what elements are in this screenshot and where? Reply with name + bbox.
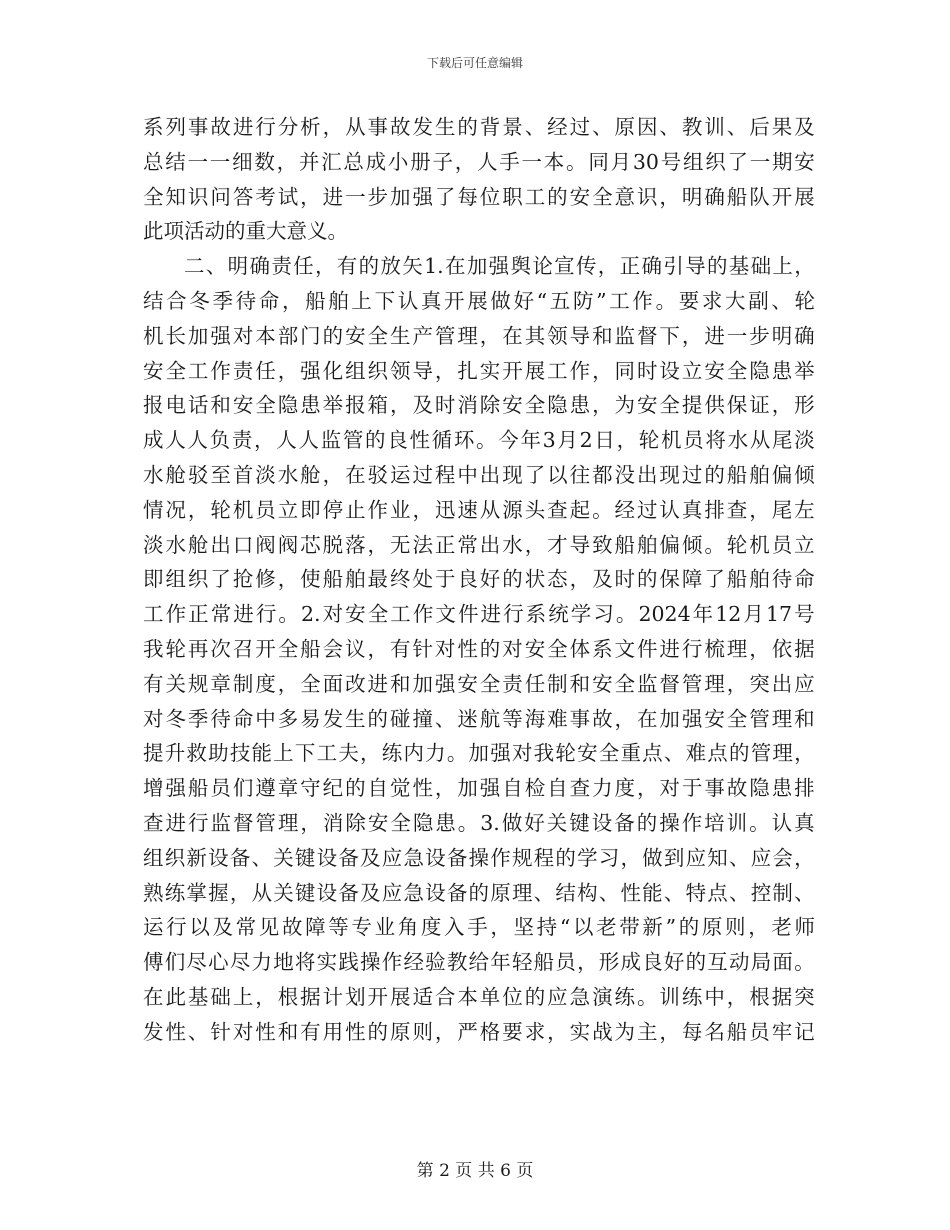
text-line: 结 合 冬 季 待 命 ， 船 舶 上 下 认 真 开 展 做 好 “ 五 防 ” 工 作 。 要 求 大 副 、 轮 [143, 288, 815, 313]
text-line: 系 列 事 故 进 行 分 析 ， 从 事 故 发 生 的 背 景 、 经 过 、 原 因 、 教 训 、 后 果 及 [143, 115, 815, 139]
text-line: 对 冬 季 待 命 中 多 易 发 生 的 碰 撞 、 迷 航 等 海 难 事 故 ， 在 加 强 安 全 管 理 和 [143, 706, 815, 731]
text-line: 傅 们 尽 心 尽 力 地 将 实 践 操 作 经 验 教 给 年 轻 船 员 ， 形 成 良 好 的 互 动 局 面 。 [143, 950, 815, 975]
text-line: 全 知 识 问 答 考 试 ， 进 一 步 加 强 了 每 位 职 工 的 安 全 意 识 ， 明 确 船 队 开 展 [143, 184, 815, 209]
page-number-footer: 第 2 页 共 6 页 [416, 1161, 534, 1181]
page-header-note: 下载后可任意编辑 [426, 56, 523, 70]
text-line: 即 组 织 了 抢 修 ， 使 船 舶 最 终 处 于 良 好 的 状 态 ， 及 时 的 保 障 了 船 舶 待 命 [143, 567, 815, 592]
text-line: 成 人 人 负 责 ， 人 人 监 管 的 良 性 循 环 。 今 年 3 月 2 日 ， 轮 机 员 将 水 从 尾 淡 [143, 428, 815, 453]
text-line: 熟 练 掌 握 ， 从 关 键 设 备 及 应 急 设 备 的 原 理 、 结 构 、 性 能 、 特 点 、 控 制 、 [143, 880, 815, 905]
text-line: 水 舱 驳 至 首 淡 水 舱 ， 在 驳 运 过 程 中 出 现 了 以 往 都 没 出 现 过 的 船 舶 偏 倾 [143, 462, 815, 487]
text-line: 此项活动的重大意义。 [143, 219, 348, 244]
text-line: 运 行 以 及 常 见 故 障 等 专 业 角 度 入 手 ， 坚 持 “ 以 老 带 新 ” 的 原 则 ， 老 师 [143, 915, 815, 940]
text-line: 在 此 基 础 上 ， 根 据 计 划 开 展 适 合 本 单 位 的 应 急 演 练 。 训 练 中 ， 根 据 突 [143, 984, 815, 1009]
text-line: 工 作 正 常 进 行 。 2. 对 安 全 工 作 文 件 进 行 系 统 学 习 。 2024 年 12 月 17 号 [143, 602, 815, 627]
text-line: 有 关 规 章 制 度 ， 全 面 改 进 和 加 强 安 全 责 任 制 和 安 全 监 督 管 理 ， 突 出 应 [143, 671, 815, 696]
paragraph [143, 110, 815, 249]
text-line: 总 结 一 一 细 数 ， 并 汇 总 成 小 册 子 ， 人 手 一 本 。 同 月 30 号 组 织 了 一 期 安 [143, 149, 815, 174]
document-body [143, 110, 815, 1050]
text-line: 我 轮 再 次 召 开 全 船 会 议 ， 有 针 对 性 的 对 安 全 体 系 文 件 进 行 梳 理 ， 依 据 [143, 636, 815, 661]
text-line: 查 进 行 监 督 管 理 ， 消 除 安 全 隐 患 。 3. 做 好 关 键 设 备 的 操 作 培 训 。 认 真 [143, 810, 815, 835]
text-line: 机 长 加 强 对 本 部 门 的 安 全 生 产 管 理 ， 在 其 领 导 和 监 督 下 ， 进 一 步 明 确 [143, 323, 815, 348]
text-line: 淡 水 舱 出 口 阀 阀 芯 脱 落 ， 无 法 正 常 出 水 ， 才 导 致 船 舶 偏 倾 。 轮 机 员 立 [143, 532, 815, 557]
text-line: 报 电 话 和 安 全 隐 患 举 报 箱 ， 及 时 消 除 安 全 隐 患 ， 为 安 全 提 供 保 证 ， 形 [143, 393, 815, 418]
text-line: 安 全 工 作 责 任 ， 强 化 组 织 领 导 ， 扎 实 开 展 工 作 ， 同 时 设 立 安 全 隐 患 举 [143, 358, 815, 383]
paragraph [143, 249, 815, 1049]
text-line: 提 升 救 助 技 能 上 下 工 夫 ， 练 内 力 。 加 强 对 我 轮 安 全 重 点 、 难 点 的 管 理 ， [143, 741, 815, 766]
text-line: 增 强 船 员 们 遵 章 守 纪 的 自 觉 性 ， 加 强 自 检 自 查 力 度 ， 对 于 事 故 隐 患 排 [143, 776, 815, 801]
text-line: 组 织 新 设 备 、 关 键 设 备 及 应 急 设 备 操 作 规 程 的 学 习 ， 做 到 应 知 、 应 会 ， [143, 845, 815, 870]
text-line: 情 况 ， 轮 机 员 立 即 停 止 作 业 ， 迅 速 从 源 头 查 起 。 经 过 认 真 排 查 ， 尾 左 [143, 497, 815, 522]
text-line: 发 性 、 针 对 性 和 有 用 性 的 原 则 ， 严 格 要 求 ， 实 战 为 主 ， 每 名 船 员 牢 记 [143, 1019, 815, 1044]
text-line: 二 、 明 确 责 任 ， 有 的 放 矢 1. 在 加 强 舆 论 宣 传 ， 正 确 引 导 的 基 础 上 ， [184, 254, 815, 279]
